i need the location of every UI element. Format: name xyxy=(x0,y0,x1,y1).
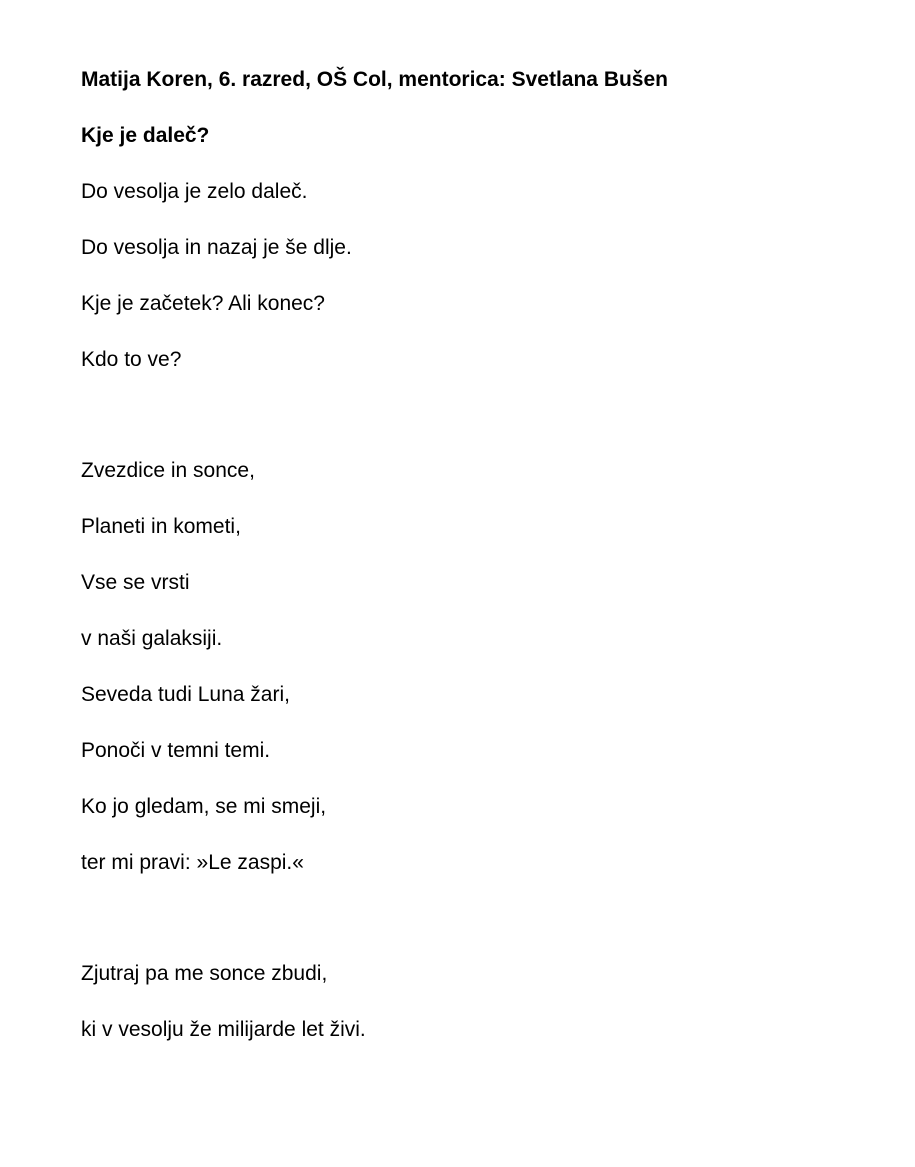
poem-line: Ko jo gledam, se mi smeji, xyxy=(81,795,327,818)
poem-title: Kje je daleč? xyxy=(81,124,210,147)
poem-line: ki v vesolju že milijarde let živi. xyxy=(81,1018,366,1041)
poem-line: Do vesolja je zelo daleč. xyxy=(81,180,308,203)
poem-line: Ponoči v temni temi. xyxy=(81,739,271,762)
poem-line: Kdo to ve? xyxy=(81,348,182,371)
poem-line: Planeti in kometi, xyxy=(81,515,241,538)
poem-line: Kje je začetek? Ali konec? xyxy=(81,292,325,315)
author-line: Matija Koren, 6. razred, OŠ Col, mentorica: Svetlana Bušen xyxy=(81,68,668,91)
poem-line: Vse se vrsti xyxy=(81,571,190,594)
poem-line: Zvezdice in sonce, xyxy=(81,459,255,482)
poem-line: v naši galaksiji. xyxy=(81,627,223,650)
poem-line: ter mi pravi: »Le zaspi.« xyxy=(81,851,304,874)
poem-line: Seveda tudi Luna žari, xyxy=(81,683,290,706)
poem-line: Zjutraj pa me sonce zbudi, xyxy=(81,962,328,985)
poem-line: Do vesolja in nazaj je še dlje. xyxy=(81,236,352,259)
